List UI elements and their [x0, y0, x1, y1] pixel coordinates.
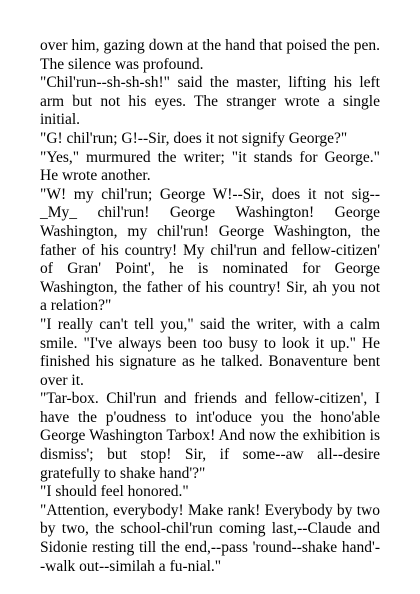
paragraph: "W! my chil'run; George W!--Sir, does it not sig--_My_ chil'run! George Washington! George Washington, my chil'run! George Washington, the father of his country! My chil'run and fellow-citizen' of Gran' Point', he is nominated for George Washington, the father of his country! Sir, ah you not a relation?" [40, 185, 380, 315]
document-page [40, 37, 380, 576]
paragraph: "I really can't tell you," said the writer, with a calm smile. "I've always been too busy to look it up." He finished his signature as he talked. Bonaventure bent over it. [40, 315, 380, 389]
paragraph: "G! chil'run; G!--Sir, does it not signify George?" [40, 129, 348, 147]
paragraph: "Yes," murmured the writer; "it stands for George." He wrote another. [40, 148, 380, 185]
paragraph: "Tar-box. Chil'run and friends and fellow-citizen', I have the p'oudness to int'oduce you the hono'able George Washington Tarbox! And now the exhibition is dismiss'; but stop! Sir, if some--aw all--desire gratefully to shake hand'?" [40, 390, 380, 482]
paragraph: "I should feel honored." [40, 483, 189, 501]
paragraph: "Attention, everybody! Make rank! Everybody by two by two, the school-chil'run coming last,--Claude and Sidonie resting till the end,--pass 'round--shake hand'--walk out--similah a fu-nial." [40, 501, 380, 575]
paragraph: over him, gazing down at the hand that poised the pen. The silence was profound. [40, 37, 380, 73]
paragraph: "Chil'run--sh-sh-sh!" said the master, lifting his left arm but not his eyes. The stranger wrote a single initial. [40, 74, 380, 129]
